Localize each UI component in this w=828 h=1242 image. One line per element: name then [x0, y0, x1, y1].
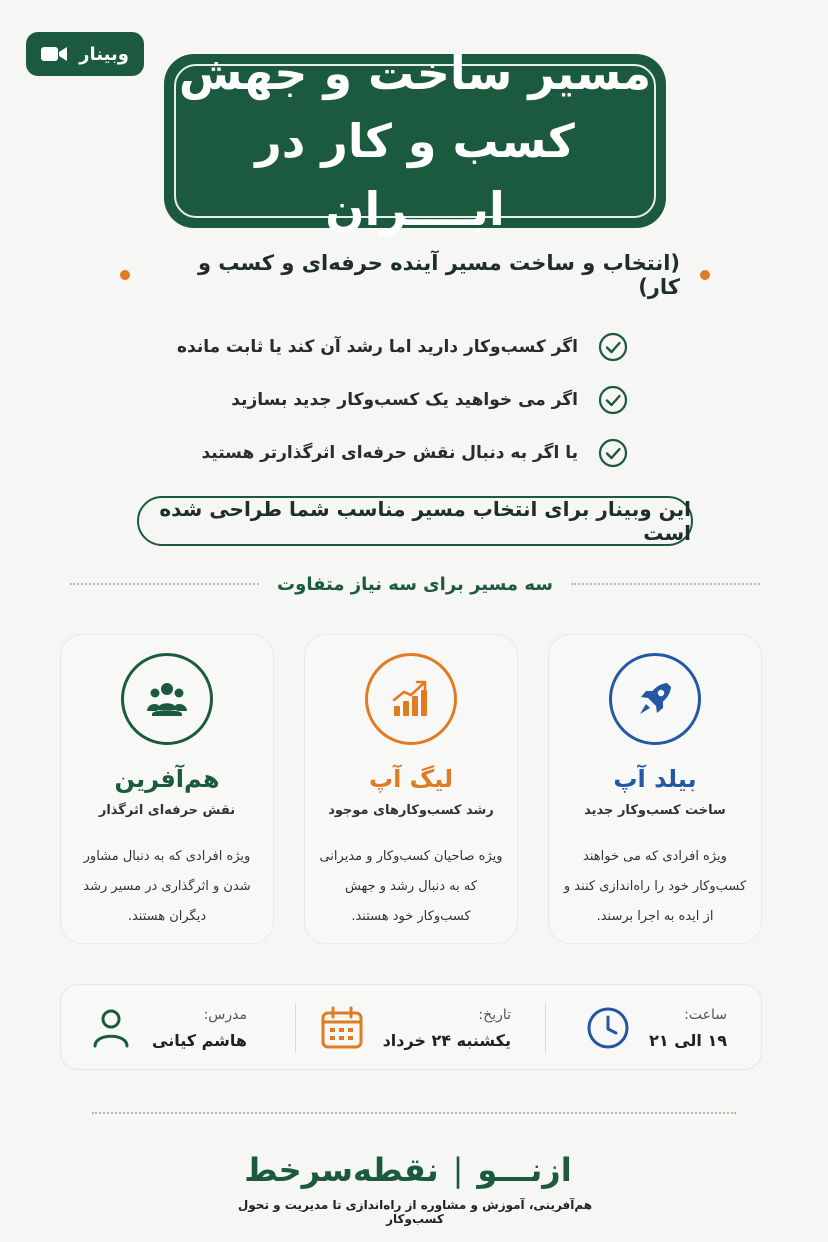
rocket-icon: [630, 674, 680, 724]
brand-separator: |: [452, 1151, 464, 1189]
growth-chart-icon: [386, 674, 436, 724]
checklist-item: [177, 327, 628, 367]
brand-logo: [244, 1140, 580, 1200]
card-name: هم‌آفرین: [114, 765, 220, 793]
card-name: لیگ آپ: [368, 765, 454, 793]
check-circle-icon: [598, 438, 628, 468]
calendar-icon: [319, 1005, 365, 1051]
date-info: [319, 985, 511, 1071]
user-icon: [88, 1005, 134, 1051]
brand-name-noghte-sarkhat: نقطه‌سرخط: [244, 1151, 439, 1189]
time-value: ۱۹ الی ۲۱: [649, 1030, 727, 1050]
time-info: [585, 985, 727, 1071]
path-card-league-up: [304, 634, 518, 944]
title-frame: [174, 46, 656, 236]
group-icon: [142, 674, 192, 724]
checklist-text: یا اگر به دنبال نقش حرفه‌ای اثرگذارتر هستید: [201, 443, 578, 463]
checklist-text: اگر کسب‌وکار دارید اما رشد آن کند یا ثابت مانده: [176, 337, 578, 357]
teacher-info: [88, 985, 247, 1071]
card-icon-circle: [365, 653, 457, 745]
dotted-line: [70, 583, 259, 585]
checklist-item: [231, 380, 628, 420]
title-line-1: مسیر ساخت و جهش: [178, 46, 652, 100]
bullet-dot: [700, 270, 710, 280]
subtitle: [120, 251, 710, 299]
card-description: ویژه افرادی که به دنبال مشاور شدن و اثرگذاری در مسیر رشد دیگران هستند.: [83, 849, 251, 924]
subtitle-text: (انتخاب و ساخت مسیر آینده حرفه‌ای و کسب و کار): [197, 251, 680, 299]
title-line-2: کسب و کار در ایــــران: [255, 114, 575, 236]
card-tag: نقش حرفه‌ای اثرگذار: [98, 803, 236, 818]
bullet-dot: [120, 270, 130, 280]
card-icon-circle: [121, 653, 213, 745]
teacher-label: مدرس:: [203, 1006, 247, 1023]
dotted-line: [92, 1112, 736, 1114]
teacher-value: هاشم کیانی: [152, 1030, 247, 1050]
video-camera-icon: [41, 44, 67, 64]
card-description: ویژه افرادی که می خواهند کسب‌وکار خود را راه‌اندازی کنند و از ایده به اجرا برسند.: [563, 849, 747, 924]
time-label: ساعت:: [684, 1006, 727, 1023]
webinar-badge-label: وبینار: [79, 43, 129, 65]
info-separator: [545, 1003, 546, 1053]
card-icon-circle: [609, 653, 701, 745]
card-description: ویژه صاحیان کسب‌وکار و مدیرانی که به دنبال رشد و جهش کسب‌وکار خود هستند.: [319, 849, 503, 924]
checklist-item: [201, 433, 628, 473]
path-card-ham-afarin: [60, 634, 274, 944]
info-separator: [295, 1003, 296, 1053]
card-tag: رشد کسب‌وکارهای موجود: [328, 803, 494, 818]
brand-tagline: هم‌آفرینی، آموزش و مشاوره از راه‌اندازی تا مدیریت و تحول کسب‌وکار: [237, 1198, 593, 1226]
card-name: بیلد آپ: [613, 765, 697, 793]
date-label: تاریخ:: [478, 1006, 511, 1023]
date-value: یکشنبه ۲۴ خرداد: [382, 1030, 511, 1050]
event-info-bar: [60, 984, 762, 1070]
title-box: [164, 46, 666, 236]
card-tag: ساخت کسب‌وکار جدید: [584, 803, 726, 818]
section-divider: [70, 566, 760, 602]
path-card-build-up: [548, 634, 762, 944]
webinar-badge: [26, 32, 144, 76]
pill-text: این وبینار برای انتخاب مسیر مناسب شما طراحی شده است: [159, 497, 691, 545]
dotted-line: [571, 583, 760, 585]
brand-name-azno: ازنـــو: [477, 1151, 572, 1189]
check-circle-icon: [598, 332, 628, 362]
check-circle-icon: [598, 385, 628, 415]
section-title: سه مسیر برای سه نیاز متفاوت: [277, 573, 553, 595]
checklist-text: اگر می خواهید یک کسب‌وکار جدید بسازید: [231, 390, 578, 410]
clock-icon: [585, 1005, 631, 1051]
webinar-purpose-pill: [137, 496, 693, 546]
